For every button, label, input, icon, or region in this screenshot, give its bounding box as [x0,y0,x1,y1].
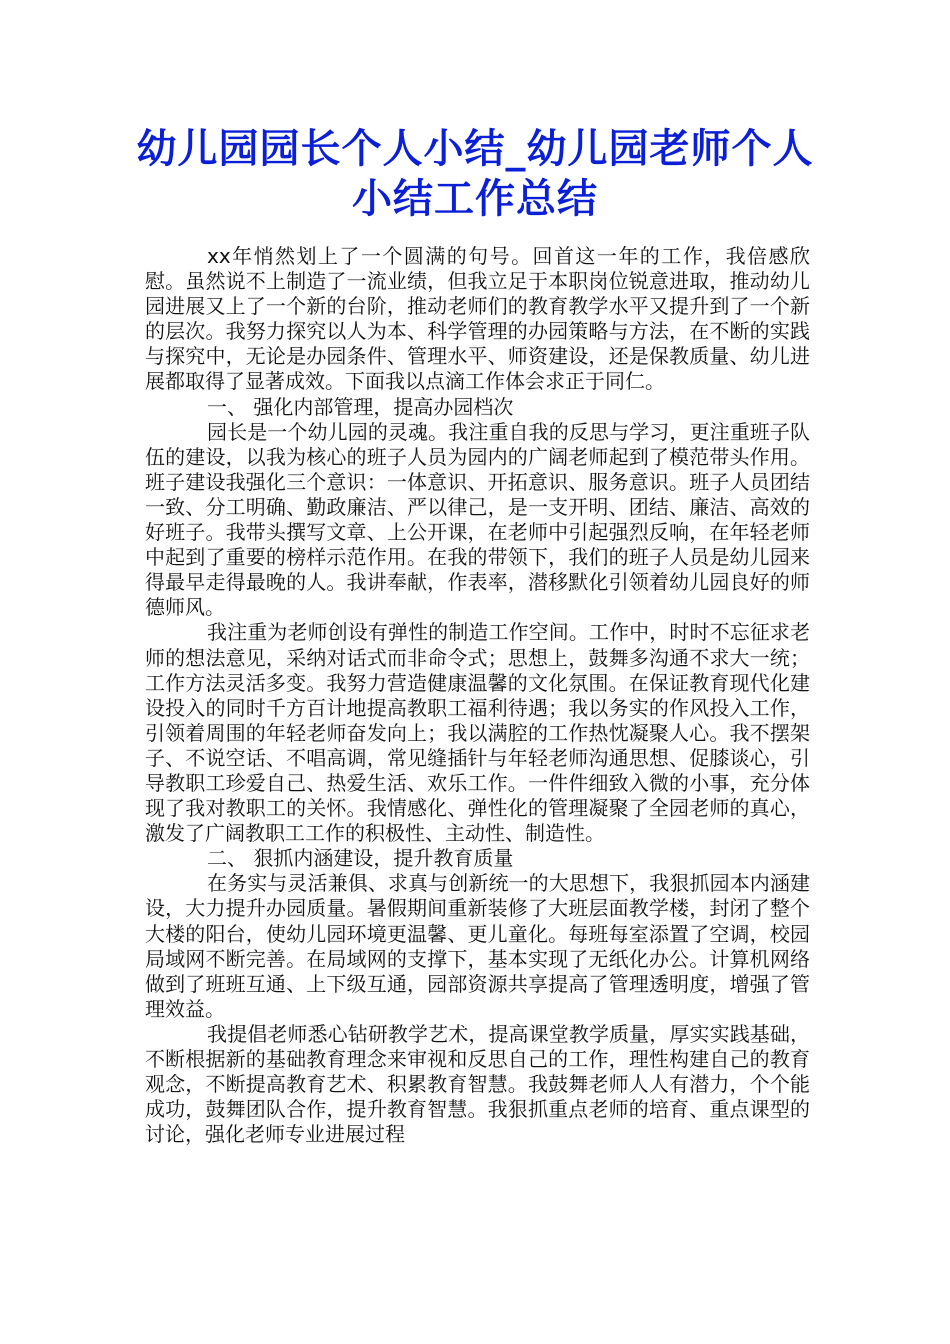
paragraph-connotation-building: 在务实与灵活兼俱、求真与创新统一的大思想下，我狠抓园本内涵建设，大力提升办园质量。暑假期间重新装修了大班层面教学楼，封闭了整个大楼的阳台，使幼儿园环境更温馨、更儿童化。每班每室添置了空调，校园局域网不断完善。在局域网的支撑下，基本实现了无纸化办公。计算机网络做到了班班互通、上下级互通，园部资源共享提高了管理透明度，增强了管理效益。 [145,871,810,1021]
section-heading-1: 一、 强化内部管理，提高办园档次 [207,394,514,419]
document-body [145,244,810,1147]
paragraph-leadership: 园长是一个幼儿园的灵魂。我注重自我的反思与学习，更注重班子队伍的建设，以我为核心的班子人员为园内的广阔老师起到了模范带头作用。班子建设我强化三个意识：一体意识、开拓意识、服务意识。班子人员团结一致、分工明确、勤政廉洁、严以律己，是一支开明、团结、廉洁、高效的好班子。我带头撰写文章、上公开课，在老师中引起强烈反响，在年轻老师中起到了重要的榜样示范作用。在我的带领下，我们的班子人员是幼儿园来得最早走得最晚的人。我讲奉献，作表率，潜移默化引领着幼儿园良好的师德师风。 [145,419,810,620]
document-title: 幼儿园园长个人小结_幼儿园老师个人小结工作总结 [136,125,814,222]
paragraph-work-environment: 我注重为老师创设有弹性的制造工作空间。工作中，时时不忘征求老师的想法意见，采纳对话式而非命令式；思想上，鼓舞多沟通不求大一统；工作方法灵活多变。我努力营造健康温馨的文化氛围。在保证教育现代化建设投入的同时千方百计地提高教职工福利待遇；我以务实的作风投入工作，引领着周围的年轻老师奋发向上；我以满腔的工作热忱凝聚人心。我不摆架子、不说空话、不唱高调，常见缝插针与年轻老师沟通思想、促膝谈心，引导教职工珍爱自己、热爱生活、欢乐工作。一件件细致入微的小事，充分体现了我对教职工的关怀。我情感化、弹性化的管理凝聚了全园老师的真心，激发了广阔教职工工作的积极性、主动性、制造性。 [145,620,810,846]
paragraph-teaching-art: 我提倡老师悉心钻研教学艺术，提高课堂教学质量，厚实实践基础，不断根据新的基础教育理念来审视和反思自己的工作，理性构建自己的教育观念，不断提高教育艺术、积累教育智慧。我鼓舞老师人人有潜力，个个能成功，鼓舞团队合作，提升教育智慧。我狠抓重点老师的培育、重点课型的讨论，强化老师专业进展过程 [145,1021,810,1147]
paragraph-intro: xx年悄然划上了一个圆满的句号。回首这一年的工作，我倍感欣慰。虽然说不上制造了一流业绩，但我立足于本职岗位锐意进取，推动幼儿园进展又上了一个新的台阶，推动老师们的教育教学水平又提升到了一个新的层次。我努力探究以人为本、科学管理的办园策略与方法，在不断的实践与探究中，无论是办园条件、管理水平、师资建设，还是保教质量、幼儿进展都取得了显著成效。下面我以点滴工作体会求正于同仁。 [145,244,810,394]
section-heading-2: 二、 狠抓内涵建设，提升教育质量 [207,846,514,871]
